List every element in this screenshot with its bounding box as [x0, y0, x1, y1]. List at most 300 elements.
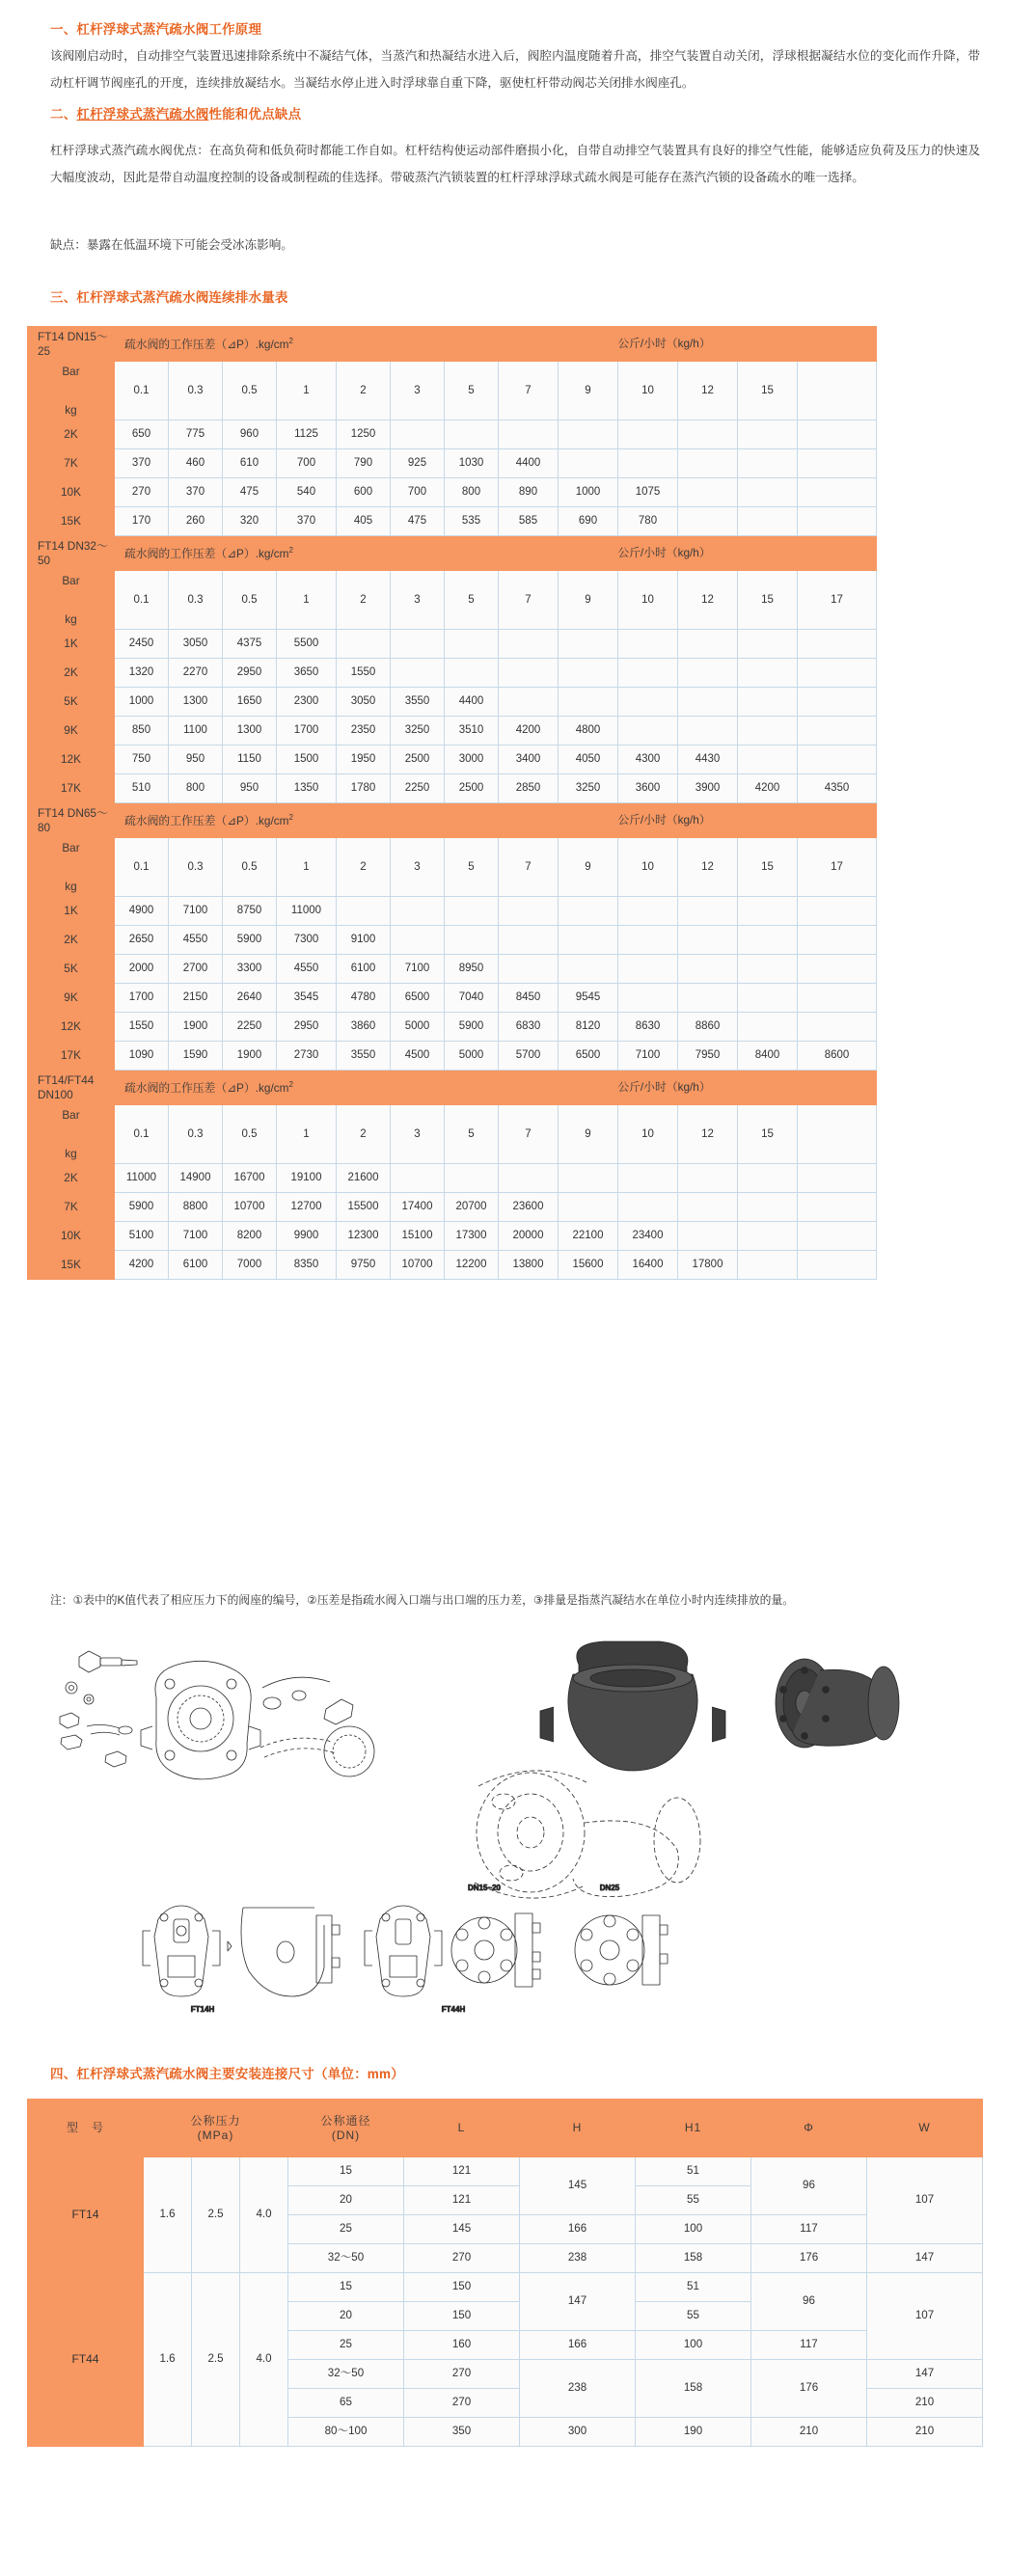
capacity-cell: [678, 984, 738, 1013]
capacity-cell: 7100: [169, 1222, 223, 1251]
capacity-cell: 690: [559, 507, 618, 536]
spec-phi: 117: [751, 2331, 867, 2360]
capacity-cell: [391, 420, 445, 449]
table-band-header: [28, 1071, 877, 1105]
capacity-cell: [337, 897, 391, 926]
capacity-cell: [445, 630, 499, 659]
capacity-cell: [445, 420, 499, 449]
capacity-cell: [499, 688, 559, 717]
capacity-cell: [618, 420, 678, 449]
capacity-cell: [678, 717, 738, 746]
capacity-cell: [499, 630, 559, 659]
capacity-cell: 10700: [391, 1251, 445, 1280]
capacity-cell: 8950: [445, 955, 499, 984]
capacity-cell: 320: [223, 507, 277, 536]
spec-H1: 158: [636, 2360, 751, 2418]
capacity-cell: 2500: [391, 746, 445, 774]
capacity-cell: [559, 688, 618, 717]
capacity-cell: [798, 630, 877, 659]
spec-phi: 117: [751, 2215, 867, 2244]
k-value-label: 10K: [28, 1222, 115, 1251]
spec-pressure: 2.5: [192, 2157, 240, 2273]
table-column-header: [28, 1105, 877, 1164]
table-row: [28, 688, 877, 717]
pressure-column-header: 9: [559, 571, 618, 630]
capacity-cell: 5500: [277, 630, 337, 659]
valve-flanged-solid: [776, 1659, 899, 1748]
capacity-cell: [559, 926, 618, 955]
capacity-cell: 11000: [115, 1164, 169, 1193]
capacity-cell: 5900: [223, 926, 277, 955]
band-unit-label: 公斤/小时（kg/h）: [445, 536, 877, 571]
table-row: [28, 746, 877, 774]
capacity-cell: 3550: [391, 688, 445, 717]
k-value-label: 15K: [28, 1251, 115, 1280]
capacity-cell: 4800: [559, 717, 618, 746]
capacity-cell: [798, 897, 877, 926]
spec-H1: 100: [636, 2215, 751, 2244]
table-band-header: [28, 803, 877, 838]
table-column-header: [28, 362, 877, 420]
capacity-cell: 2730: [277, 1042, 337, 1071]
capacity-cell: 1550: [115, 1013, 169, 1042]
spec-H1: 190: [636, 2418, 751, 2447]
band-model: FT14 DN15～25: [28, 327, 115, 362]
band-model: FT14/FT44 DN100: [28, 1071, 115, 1105]
capacity-cell: [618, 926, 678, 955]
pressure-column-header: 9: [559, 838, 618, 897]
capacity-cell: [678, 507, 738, 536]
capacity-cell: 270: [115, 478, 169, 507]
capacity-cell: [678, 1164, 738, 1193]
spec-dn: 20: [288, 2302, 404, 2331]
discharge-capacity-table: [27, 326, 877, 1280]
capacity-cell: [678, 420, 738, 449]
capacity-cell: 5000: [391, 1013, 445, 1042]
pressure-column-header: 0.1: [115, 362, 169, 420]
k-value-label: 17K: [28, 1042, 115, 1071]
capacity-cell: 9900: [277, 1222, 337, 1251]
ghost-assembly: [475, 1771, 700, 1898]
capacity-cell: 8630: [618, 1013, 678, 1042]
k-value-label: 1K: [28, 630, 115, 659]
capacity-cell: [678, 478, 738, 507]
capacity-cell: 3050: [337, 688, 391, 717]
pressure-column-header: 15: [738, 838, 798, 897]
section-2-heading-link[interactable]: 杠杆浮球式蒸汽疏水阀: [76, 107, 209, 122]
capacity-cell: 1300: [169, 688, 223, 717]
band-unit-label: 公斤/小时（kg/h）: [445, 1071, 877, 1105]
section-2-disadvantages: 缺点：暴露在低温环境下可能会受冰冻影响。: [50, 238, 293, 252]
capacity-cell: [798, 1013, 877, 1042]
capacity-cell: 10700: [223, 1193, 277, 1222]
capacity-cell: 7000: [223, 1251, 277, 1280]
capacity-cell: 1950: [337, 746, 391, 774]
capacity-cell: 780: [618, 507, 678, 536]
capacity-cell: 650: [115, 420, 169, 449]
capacity-cell: 3250: [391, 717, 445, 746]
pressure-column-header: 0.1: [115, 571, 169, 630]
pressure-column-header: 1: [277, 1105, 337, 1164]
k-value-label: 12K: [28, 746, 115, 774]
capacity-cell: 475: [223, 478, 277, 507]
spec-H: 238: [520, 2360, 636, 2418]
capacity-cell: 7040: [445, 984, 499, 1013]
capacity-cell: 1900: [169, 1013, 223, 1042]
table-row: [28, 1193, 877, 1222]
spec-H: 166: [520, 2331, 636, 2360]
spec-row: [28, 2273, 983, 2302]
spec-phi: 210: [751, 2418, 867, 2447]
spec-L: 150: [404, 2302, 520, 2331]
pressure-column-header: 12: [678, 571, 738, 630]
capacity-cell: [499, 420, 559, 449]
capacity-cell: [798, 955, 877, 984]
capacity-cell: 950: [223, 774, 277, 803]
capacity-cell: 475: [391, 507, 445, 536]
spec-dn: 25: [288, 2215, 404, 2244]
section-1-heading: 一、杠杆浮球式蒸汽疏水阀工作原理: [50, 22, 262, 37]
capacity-cell: [559, 659, 618, 688]
capacity-cell: [559, 1193, 618, 1222]
capacity-cell: [391, 897, 445, 926]
spec-H1: 55: [636, 2186, 751, 2215]
label-dn25: DN25: [599, 1884, 620, 1892]
capacity-cell: 1125: [277, 420, 337, 449]
table-row: [28, 717, 877, 746]
table-row: [28, 420, 877, 449]
pressure-column-header: 7: [499, 571, 559, 630]
capacity-cell: 15100: [391, 1222, 445, 1251]
pressure-column-header: 17: [798, 571, 877, 630]
pressure-column-header: 0.5: [223, 571, 277, 630]
header-L: L: [404, 2100, 520, 2157]
header-pressure: 公称压力 (MPa): [144, 2100, 288, 2157]
section-2-heading-prefix: 二、: [50, 107, 77, 122]
capacity-cell: 585: [499, 507, 559, 536]
spec-dn: 65: [288, 2389, 404, 2418]
pressure-column-header: 10: [618, 362, 678, 420]
capacity-cell: 15600: [559, 1251, 618, 1280]
pressure-column-header: 3: [391, 571, 445, 630]
pressure-column-header: 0.3: [169, 571, 223, 630]
installation-dimensions-wrap: [27, 2099, 983, 2447]
capacity-cell: [798, 1193, 877, 1222]
capacity-cell: 2640: [223, 984, 277, 1013]
spec-H1: 51: [636, 2273, 751, 2302]
capacity-cell: [738, 1164, 798, 1193]
capacity-cell: 8120: [559, 1013, 618, 1042]
pressure-column-header: 0.3: [169, 838, 223, 897]
capacity-cell: 12300: [337, 1222, 391, 1251]
spec-H: 145: [520, 2157, 636, 2215]
table-row: [28, 984, 877, 1013]
capacity-cell: 4550: [277, 955, 337, 984]
capacity-cell: 370: [169, 478, 223, 507]
pressure-column-header: 9: [559, 1105, 618, 1164]
capacity-cell: 4375: [223, 630, 277, 659]
band-pressure-label: 疏水阀的工作压差$(⊿P).kg/cm^2$: [115, 1071, 445, 1105]
pressure-column-header: 3: [391, 838, 445, 897]
section-2-advantages: 杠杆浮球式蒸汽疏水阀优点：在高负荷和低负荷时都能工作自如。杠杆结构使运动部件磨损小化，自带自动排空气装置具有良好的排空气性能，能够适应负荷及压力的快速及大幅度波动，因此是带自动温度控制的设备或制程疏的佳选择。带破蒸汽汽锁装置的杠杆浮球浮球式疏水阀是可能存在蒸汽汽锁的设备疏水的唯一选择。: [50, 144, 980, 184]
capacity-cell: 1300: [223, 717, 277, 746]
capacity-cell: [738, 1222, 798, 1251]
capacity-cell: [391, 1164, 445, 1193]
k-value-label: 1K: [28, 897, 115, 926]
exploded-view-diagram: [0, 1630, 1009, 2045]
capacity-cell: [678, 955, 738, 984]
capacity-cell: [738, 507, 798, 536]
capacity-cell: 9545: [559, 984, 618, 1013]
capacity-cell: 23600: [499, 1193, 559, 1222]
spec-H: 166: [520, 2215, 636, 2244]
capacity-cell: 4430: [678, 746, 738, 774]
capacity-cell: 6100: [169, 1251, 223, 1280]
capacity-cell: [798, 984, 877, 1013]
band-pressure-label: 疏水阀的工作压差$(⊿P).kg/cm^2$: [115, 536, 445, 571]
k-value-label: 2K: [28, 659, 115, 688]
spec-phi: 96: [751, 2157, 867, 2215]
spec-W: 147: [867, 2244, 983, 2273]
capacity-cell: 4550: [169, 926, 223, 955]
pressure-column-header: 0.3: [169, 1105, 223, 1164]
capacity-cell: [798, 449, 877, 478]
pressure-column-header: 0.3: [169, 362, 223, 420]
capacity-cell: 2450: [115, 630, 169, 659]
capacity-cell: [798, 507, 877, 536]
spec-H1: 55: [636, 2302, 751, 2331]
spec-W: 107: [867, 2273, 983, 2360]
bar-kg-label: Bar kg: [28, 838, 115, 897]
label-dn15-20: DN15~20: [467, 1884, 502, 1892]
capacity-cell: [559, 630, 618, 659]
k-value-label: 10K: [28, 478, 115, 507]
pressure-column-header: 0.1: [115, 838, 169, 897]
capacity-cell: 260: [169, 507, 223, 536]
capacity-cell: 1250: [337, 420, 391, 449]
capacity-cell: [738, 630, 798, 659]
k-value-label: 5K: [28, 955, 115, 984]
capacity-cell: [678, 659, 738, 688]
capacity-cell: 1030: [445, 449, 499, 478]
capacity-cell: 2850: [499, 774, 559, 803]
pressure-column-header: 5: [445, 571, 499, 630]
capacity-cell: [445, 926, 499, 955]
installation-dimensions-table: [27, 2099, 983, 2447]
capacity-cell: 14900: [169, 1164, 223, 1193]
capacity-cell: 890: [499, 478, 559, 507]
k-value-label: 9K: [28, 984, 115, 1013]
capacity-cell: [499, 955, 559, 984]
capacity-cell: 170: [115, 507, 169, 536]
capacity-cell: [738, 478, 798, 507]
pressure-column-header: 12: [678, 838, 738, 897]
k-value-label: 12K: [28, 1013, 115, 1042]
capacity-cell: 3900: [678, 774, 738, 803]
capacity-cell: 1150: [223, 746, 277, 774]
capacity-cell: [798, 926, 877, 955]
capacity-cell: 2700: [169, 955, 223, 984]
capacity-cell: 1350: [277, 774, 337, 803]
capacity-cell: 4400: [445, 688, 499, 717]
section-1-paragraph: 该阀刚启动时，自动排空气装置迅速排除系统中不凝结气体，当蒸汽和热凝结水进入后，阀腔内温度随着升高，排空气装置自动关闭，浮球根据凝结水位的变化而作升降，带动杠杆调节阀座孔的开度，连续排放凝结水。当凝结水停止进入时浮球靠自重下降，驱使杠杆带动阀芯关闭排水阀座孔。: [50, 49, 980, 90]
pressure-column-header: 7: [499, 362, 559, 420]
bar-kg-label: Bar kg: [28, 362, 115, 420]
capacity-cell: [798, 746, 877, 774]
band-unit-label: 公斤/小时（kg/h）: [445, 803, 877, 838]
capacity-cell: 7100: [618, 1042, 678, 1071]
capacity-cell: 4780: [337, 984, 391, 1013]
capacity-cell: 12700: [277, 1193, 337, 1222]
pressure-column-header: 10: [618, 571, 678, 630]
capacity-cell: 8450: [499, 984, 559, 1013]
capacity-cell: [738, 984, 798, 1013]
pressure-column-header: 0.5: [223, 1105, 277, 1164]
spec-phi: 176: [751, 2244, 867, 2273]
spec-pressure: 4.0: [240, 2157, 288, 2273]
capacity-cell: 790: [337, 449, 391, 478]
capacity-cell: [678, 1222, 738, 1251]
k-value-label: 7K: [28, 449, 115, 478]
pressure-column-header: 0.5: [223, 362, 277, 420]
capacity-cell: [678, 926, 738, 955]
spec-L: 145: [404, 2215, 520, 2244]
capacity-cell: 1700: [277, 717, 337, 746]
capacity-cell: 1590: [169, 1042, 223, 1071]
capacity-cell: 22100: [559, 1222, 618, 1251]
capacity-cell: 3860: [337, 1013, 391, 1042]
k-value-label: 7K: [28, 1193, 115, 1222]
capacity-cell: [798, 420, 877, 449]
capacity-cell: [678, 449, 738, 478]
section-2-heading: [0, 106, 301, 124]
capacity-cell: 950: [169, 746, 223, 774]
capacity-cell: [559, 449, 618, 478]
table-row: [28, 1251, 877, 1280]
capacity-cell: 23400: [618, 1222, 678, 1251]
header-W: W: [867, 2100, 983, 2157]
capacity-cell: 2270: [169, 659, 223, 688]
spec-dn: 32～50: [288, 2244, 404, 2273]
capacity-cell: [618, 688, 678, 717]
table-row: [28, 897, 877, 926]
capacity-cell: 2350: [337, 717, 391, 746]
capacity-cell: 1500: [277, 746, 337, 774]
capacity-cell: [618, 630, 678, 659]
capacity-cell: 600: [337, 478, 391, 507]
capacity-cell: 800: [445, 478, 499, 507]
pressure-column-header: 12: [678, 1105, 738, 1164]
spec-H1: 158: [636, 2244, 751, 2273]
capacity-cell: [738, 1013, 798, 1042]
capacity-cell: 5700: [499, 1042, 559, 1071]
tables-note: 注：①表中的K值代表了相应压力下的阀座的编号，②压差是指疏水阀入口端与出口端的压力差，③排量是指蒸汽凝结水在单位小时内连续排放的量。: [50, 1593, 795, 1607]
capacity-cell: [738, 1251, 798, 1280]
table-band-header: [28, 327, 877, 362]
capacity-cell: [337, 630, 391, 659]
capacity-cell: [559, 420, 618, 449]
capacity-cell: [559, 1164, 618, 1193]
ft14h-side-view: [228, 1908, 340, 1996]
capacity-cell: 6830: [499, 1013, 559, 1042]
dimension-views: [143, 1884, 668, 2014]
spec-model: FT44: [28, 2273, 144, 2447]
capacity-cell: 12200: [445, 1251, 499, 1280]
capacity-cell: 15500: [337, 1193, 391, 1222]
spec-L: 270: [404, 2389, 520, 2418]
capacity-cell: [499, 897, 559, 926]
spec-W: 210: [867, 2389, 983, 2418]
pressure-column-header: 5: [445, 362, 499, 420]
pressure-column-header: 15: [738, 362, 798, 420]
capacity-cell: 9750: [337, 1251, 391, 1280]
capacity-cell: 7300: [277, 926, 337, 955]
pressure-column-header: [798, 362, 877, 420]
spec-H: 147: [520, 2273, 636, 2331]
pressure-column-header: 3: [391, 1105, 445, 1164]
capacity-cell: [738, 717, 798, 746]
capacity-cell: 610: [223, 449, 277, 478]
header-H1: H1: [636, 2100, 751, 2157]
capacity-cell: 4200: [738, 774, 798, 803]
capacity-cell: 2950: [277, 1013, 337, 1042]
capacity-cell: 17800: [678, 1251, 738, 1280]
spec-W: 147: [867, 2360, 983, 2389]
capacity-cell: [499, 926, 559, 955]
pressure-column-header: 9: [559, 362, 618, 420]
capacity-cell: [798, 1164, 877, 1193]
capacity-cell: [618, 659, 678, 688]
ft14h-front-view: [143, 1906, 220, 1996]
table-row: [28, 630, 877, 659]
capacity-cell: 6500: [559, 1042, 618, 1071]
dn25-flange-view: [575, 1915, 668, 1985]
capacity-cell: 510: [115, 774, 169, 803]
table-column-header: [28, 838, 877, 897]
spec-dn: 25: [288, 2331, 404, 2360]
capacity-cell: 925: [391, 449, 445, 478]
spec-phi: 96: [751, 2273, 867, 2331]
spec-dn: 80～100: [288, 2418, 404, 2447]
ft44h-front-view: [365, 1906, 442, 1996]
table-row: [28, 507, 877, 536]
capacity-cell: 3250: [559, 774, 618, 803]
spec-L: 150: [404, 2273, 520, 2302]
spec-W: 210: [867, 2418, 983, 2447]
pressure-column-header: 12: [678, 362, 738, 420]
pressure-column-header: [798, 1105, 877, 1164]
spec-H1: 51: [636, 2157, 751, 2186]
discharge-capacity-tables: [27, 326, 877, 1280]
capacity-cell: 535: [445, 507, 499, 536]
capacity-cell: 1075: [618, 478, 678, 507]
capacity-cell: [391, 630, 445, 659]
pressure-column-header: 0.1: [115, 1105, 169, 1164]
capacity-cell: 3510: [445, 717, 499, 746]
valve-technical-drawing: [0, 1630, 1009, 2047]
spec-H1: 100: [636, 2331, 751, 2360]
capacity-cell: 370: [115, 449, 169, 478]
capacity-cell: 1900: [223, 1042, 277, 1071]
pressure-column-header: 7: [499, 1105, 559, 1164]
pressure-column-header: 7: [499, 838, 559, 897]
capacity-cell: 2950: [223, 659, 277, 688]
pressure-column-header: 2: [337, 571, 391, 630]
capacity-cell: [798, 688, 877, 717]
capacity-cell: [738, 688, 798, 717]
bar-kg-label: Bar kg: [28, 1105, 115, 1164]
capacity-cell: 16700: [223, 1164, 277, 1193]
